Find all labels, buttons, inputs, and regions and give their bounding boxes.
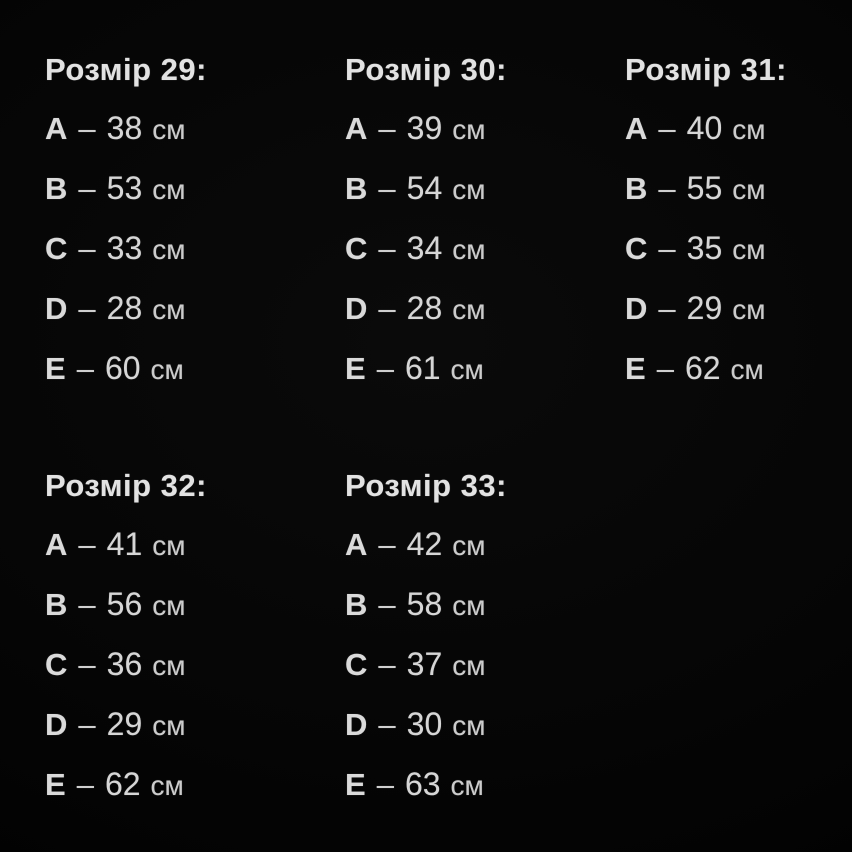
measurement-label: E	[625, 351, 646, 386]
measurement-label: C	[345, 231, 368, 266]
measurement-unit: см	[452, 114, 486, 145]
measurement-row	[45, 219, 345, 279]
measurement-label: B	[45, 171, 68, 206]
measurement-unit: см	[452, 710, 486, 741]
measurement-label: B	[345, 171, 368, 206]
dash-separator: –	[378, 587, 396, 622]
measurement-label: C	[345, 647, 368, 682]
measurement-label: A	[345, 527, 368, 562]
measurement-unit: см	[152, 234, 186, 265]
measurement-row	[625, 159, 852, 219]
size-block-title: Розмір 29:	[45, 52, 207, 87]
measurement-value: 38	[106, 110, 143, 146]
measurement-value: 39	[406, 110, 443, 146]
measurement-row	[625, 339, 852, 399]
measurement-unit: см	[732, 114, 766, 145]
measurement-label: B	[625, 171, 648, 206]
measurement-value: 62	[684, 350, 721, 386]
measurement-row	[345, 695, 852, 755]
dash-separator: –	[376, 767, 394, 802]
size-block-title: Розмір 33:	[345, 468, 507, 503]
dash-separator: –	[76, 351, 94, 386]
measurement-unit: см	[450, 770, 484, 801]
measurement-unit: см	[452, 530, 486, 561]
measurement-value: 63	[404, 766, 441, 802]
measurement-unit: см	[150, 354, 184, 385]
measurement-label: E	[45, 767, 66, 802]
measurement-row	[345, 159, 625, 219]
measurement-value: 40	[686, 110, 723, 146]
measurement-value: 29	[686, 290, 723, 326]
measurement-unit: см	[152, 174, 186, 205]
measurement-value: 58	[406, 586, 443, 622]
dash-separator: –	[78, 707, 96, 742]
measurement-value: 41	[106, 526, 143, 562]
measurement-unit: см	[730, 354, 764, 385]
measurement-unit: см	[152, 294, 186, 325]
measurement-unit: см	[150, 770, 184, 801]
dash-separator: –	[78, 111, 96, 146]
dash-separator: –	[76, 767, 94, 802]
dash-separator: –	[658, 231, 676, 266]
measurement-unit: см	[152, 710, 186, 741]
measurement-row	[45, 635, 345, 695]
measurement-unit: см	[450, 354, 484, 385]
measurement-value: 62	[104, 766, 141, 802]
dash-separator: –	[378, 707, 396, 742]
measurement-row	[45, 515, 345, 575]
size-block-30	[345, 41, 625, 399]
measurement-value: 61	[404, 350, 441, 386]
dash-separator: –	[658, 291, 676, 326]
dash-separator: –	[78, 171, 96, 206]
measurement-row	[345, 219, 625, 279]
measurement-value: 30	[406, 706, 443, 742]
measurement-label: A	[45, 527, 68, 562]
measurement-value: 56	[106, 586, 143, 622]
measurement-unit: см	[732, 234, 766, 265]
measurement-label: B	[345, 587, 368, 622]
measurement-value: 54	[406, 170, 443, 206]
measurement-row	[345, 339, 625, 399]
measurement-label: C	[45, 647, 68, 682]
measurement-unit: см	[152, 590, 186, 621]
measurement-unit: см	[152, 114, 186, 145]
measurement-row	[345, 99, 625, 159]
measurement-value: 35	[686, 230, 723, 266]
measurement-value: 34	[406, 230, 443, 266]
measurement-label: D	[45, 291, 68, 326]
measurement-value: 53	[106, 170, 143, 206]
measurement-row	[625, 219, 852, 279]
measurement-label: B	[45, 587, 68, 622]
measurement-unit: см	[152, 530, 186, 561]
measurement-label: C	[625, 231, 648, 266]
measurement-row	[45, 339, 345, 399]
dash-separator: –	[378, 527, 396, 562]
size-blocks-top-row	[45, 41, 852, 399]
size-block-29	[45, 41, 345, 399]
measurement-row	[45, 279, 345, 339]
measurement-row	[345, 515, 852, 575]
measurement-unit: см	[452, 174, 486, 205]
measurement-row	[45, 99, 345, 159]
measurement-row	[45, 159, 345, 219]
measurement-unit: см	[452, 294, 486, 325]
measurement-label: A	[45, 111, 68, 146]
measurement-row	[45, 575, 345, 635]
measurement-label: C	[45, 231, 68, 266]
measurement-label: D	[345, 707, 368, 742]
dash-separator: –	[378, 171, 396, 206]
size-block-31	[625, 41, 852, 399]
measurement-unit: см	[452, 650, 486, 681]
size-block-title: Розмір 32:	[45, 468, 207, 503]
measurement-row	[45, 755, 345, 815]
size-block-32	[45, 457, 345, 815]
size-blocks-bottom-row	[45, 457, 852, 815]
measurement-row	[345, 755, 852, 815]
measurement-value: 29	[106, 706, 143, 742]
dash-separator: –	[376, 351, 394, 386]
measurement-row	[45, 695, 345, 755]
measurement-unit: см	[452, 234, 486, 265]
measurement-value: 33	[106, 230, 143, 266]
dash-separator: –	[78, 527, 96, 562]
size-block-33	[345, 457, 852, 815]
measurement-unit: см	[152, 650, 186, 681]
measurement-label: E	[45, 351, 66, 386]
size-block-title: Розмір 30:	[345, 52, 507, 87]
dash-separator: –	[78, 647, 96, 682]
measurement-unit: см	[452, 590, 486, 621]
dash-separator: –	[658, 171, 676, 206]
measurement-value: 60	[104, 350, 141, 386]
measurement-row	[345, 575, 852, 635]
size-block-title: Розмір 31:	[625, 52, 787, 87]
dash-separator: –	[378, 231, 396, 266]
dash-separator: –	[78, 587, 96, 622]
dash-separator: –	[658, 111, 676, 146]
dash-separator: –	[656, 351, 674, 386]
measurement-unit: см	[732, 294, 766, 325]
measurement-label: E	[345, 767, 366, 802]
measurement-label: D	[625, 291, 648, 326]
dash-separator: –	[78, 231, 96, 266]
measurement-value: 42	[406, 526, 443, 562]
dash-separator: –	[378, 647, 396, 682]
measurement-row	[345, 279, 625, 339]
measurement-label: E	[345, 351, 366, 386]
measurement-value: 55	[686, 170, 723, 206]
measurement-label: D	[45, 707, 68, 742]
measurement-row	[345, 635, 852, 695]
measurement-value: 37	[406, 646, 443, 682]
dash-separator: –	[78, 291, 96, 326]
measurement-row	[625, 99, 852, 159]
measurement-label: A	[345, 111, 368, 146]
measurement-label: D	[345, 291, 368, 326]
measurement-value: 28	[406, 290, 443, 326]
measurement-value: 28	[106, 290, 143, 326]
measurement-row	[625, 279, 852, 339]
measurement-label: A	[625, 111, 648, 146]
measurement-value: 36	[106, 646, 143, 682]
measurement-unit: см	[732, 174, 766, 205]
dash-separator: –	[378, 291, 396, 326]
dash-separator: –	[378, 111, 396, 146]
